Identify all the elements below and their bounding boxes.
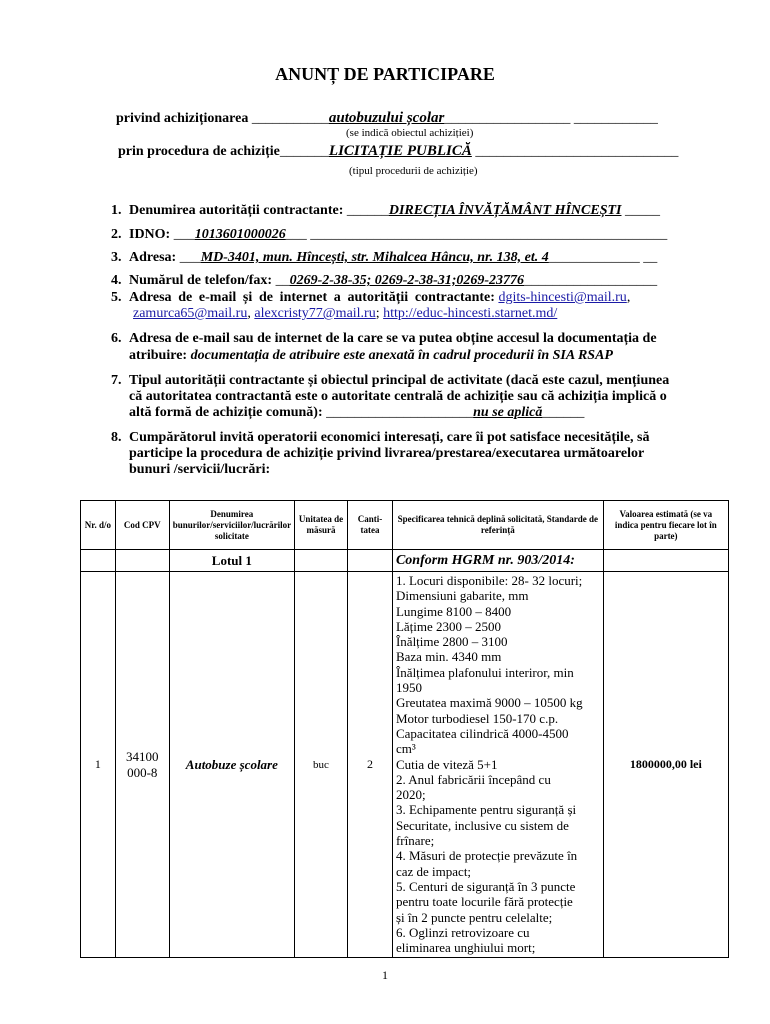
- row-nr: 1: [81, 572, 116, 958]
- spec-line: 1. Locuri disponibile: 28- 32 locuri;: [395, 573, 583, 588]
- spec-line: 4. Măsuri de protecție prevăzute în: [395, 848, 578, 864]
- spec-line: Dimensiuni gabarite, mm: [395, 588, 529, 604]
- header-cantitatea: Canti-tatea: [348, 501, 393, 550]
- website-link[interactable]: http://educ-hincesti.starnet.md/: [383, 306, 558, 321]
- procedura-line: [118, 143, 678, 160]
- row-specificarea: [392, 572, 603, 958]
- item-5: [111, 290, 731, 306]
- procurement-table: [80, 500, 729, 958]
- item-8-line-2: participe la procedura de achiziție privind livrarea/prestarea/executarea următoarelor: [129, 446, 645, 461]
- spec-line: eliminarea unghiului mort;: [395, 940, 536, 956]
- email-link-zamurca[interactable]: zamurca65@mail.ru: [133, 306, 248, 321]
- row-valoarea: 1800000,00 lei: [603, 572, 728, 958]
- lot-cell-empty: [115, 550, 169, 572]
- lot-label: Lotul 1: [169, 550, 294, 572]
- spec-line: Securitate, inclusive cu sistem de: [395, 817, 569, 833]
- item-2-value: 1013601000026: [194, 227, 286, 242]
- row-cpv: 34100 000-8: [115, 572, 169, 958]
- item-8: [111, 430, 650, 446]
- item-2: [111, 227, 667, 243]
- item-7-line-1: Tipul autorității contractante și obiectul principal de activitate (dacă este cazul, mențiunea: [129, 373, 670, 388]
- achizitie-label: privind achiziționarea: [116, 111, 249, 126]
- procedura-hint: (tipul procedurii de achiziție): [349, 165, 478, 177]
- item-4-filler-pre: __: [272, 273, 290, 288]
- item-5-separator-3: ;: [375, 306, 384, 321]
- header-cpv: Cod CPV: [115, 501, 169, 550]
- spec-line: Lungime 8100 – 8400: [395, 603, 512, 619]
- spec-line: Capacitatea cilindrică 4000-4500: [395, 725, 569, 741]
- achizitie-filler-pre: ___________: [251, 111, 329, 126]
- row-unitatea: buc: [295, 572, 348, 958]
- spec-line: Greutatea maximă 9000 – 10500 kg: [395, 695, 583, 711]
- lot-cell-empty: [295, 550, 348, 572]
- item-3-filler-pre: ___: [176, 250, 201, 265]
- header-unitatea: Unitatea de măsură: [295, 501, 348, 550]
- item-3-value: MD-3401, mun. Hîncești, str. Mihalcea Hâncu, nr. 138, et. 4: [200, 250, 549, 265]
- item-7-line-3: [129, 405, 584, 421]
- table-row: [81, 572, 729, 958]
- item-8-line-1: Cumpărătorul invită operatorii economici interesați, care îi pot satisface necesitățile, să: [129, 430, 650, 445]
- achizitie-line: [116, 110, 658, 127]
- item-6-line-1: Adresa de e-mail sau de internet de la care se va putea obține accesul la documentația de: [129, 331, 657, 346]
- item-1-filler-post: _____: [621, 203, 660, 218]
- item-1-value: DIRECȚIA ÎNVĂȚĂMÂNT HÎNCEȘTI: [388, 203, 622, 218]
- procedura-value: LICITAȚIE PUBLICĂ: [328, 143, 472, 159]
- lot-cell-empty: [348, 550, 393, 572]
- spec-line: caz de impact;: [395, 863, 472, 879]
- lot-cell-empty: [603, 550, 728, 572]
- item-5-separator-1: ,: [626, 290, 631, 305]
- item-1-filler-pre: ______: [343, 203, 389, 218]
- item-2-label: IDNO:: [129, 227, 171, 242]
- item-4: [111, 273, 657, 289]
- procedura-filler-pre: _______: [279, 144, 329, 159]
- spec-line: frînare;: [395, 833, 435, 849]
- item-6-line-2-label: atribuire:: [129, 348, 188, 363]
- spec-line: pentru toate locurile fără protecție: [395, 894, 573, 910]
- item-2-filler-post: ___ ___________________________________________________: [285, 227, 668, 242]
- item-7: [111, 373, 669, 389]
- spec-line: Lățime 2300 – 2500: [395, 618, 502, 634]
- item-4-label: Numărul de telefon/fax:: [129, 273, 273, 288]
- header-nr: Nr. d/o: [81, 501, 116, 550]
- lot-cell-empty: [81, 550, 116, 572]
- spec-line: și în 2 puncte pentru celelalte;: [395, 909, 553, 925]
- item-1: [111, 203, 660, 219]
- item-8-line-3: bunuri /servicii/lucrări:: [129, 462, 271, 477]
- item-4-value: 0269-2-38-35; 0269-2-38-31;0269-23776: [289, 273, 525, 288]
- item-1-number: 1.: [111, 203, 122, 218]
- spec-line: 2. Anul fabricării începând cu: [395, 771, 551, 787]
- page-number: 1: [382, 968, 388, 982]
- row-denumirea: Autobuze școlare: [169, 572, 294, 958]
- lot-spec: Conform HGRM nr. 903/2014:: [392, 550, 603, 572]
- page-title: ANUNȚ DE PARTICIPARE: [275, 64, 495, 84]
- achizitie-value: autobuzului școlar: [328, 110, 445, 126]
- spec-line: 5. Centuri de siguranță în 3 puncte: [395, 878, 576, 894]
- item-4-number: 4.: [111, 273, 122, 288]
- procedura-filler-post: _____________________________: [471, 144, 679, 159]
- row-cantitatea: 2: [348, 572, 393, 958]
- spec-line: Cutia de viteză 5+1: [395, 756, 498, 772]
- email-link-alexcristy[interactable]: alexcristy77@mail.ru: [254, 306, 376, 321]
- item-6-number: 6.: [111, 331, 122, 346]
- item-3-filler-post: _____________ __: [548, 250, 658, 265]
- header-denumirea: Denumirea bunurilor/serviciilor/lucrărilor solicitate: [169, 501, 294, 550]
- item-5-number: 5.: [111, 290, 122, 305]
- item-2-number: 2.: [111, 227, 122, 242]
- item-7-line-3-value: nu se aplică: [473, 405, 543, 420]
- spec-line: Înălțimea plafonului interiror, min: [395, 664, 574, 680]
- item-7-line-3-filler-pre: _____________________: [322, 405, 474, 420]
- lot-row: [81, 550, 729, 572]
- procedura-label: prin procedura de achiziție: [118, 144, 280, 159]
- item-7-line-3-filler-post: ______: [542, 405, 585, 420]
- item-7-line-2: că autoritatea contractantă este o autoritate centrală de achiziție sau că achiziția implică o: [129, 389, 667, 404]
- item-4-filler-post: ___________________: [524, 273, 658, 288]
- table-header-row: [81, 501, 729, 550]
- item-3-number: 3.: [111, 250, 122, 265]
- item-6-line-2-value: documentația de atribuire este anexată în cadrul procedurii în SIA RSAP: [190, 348, 613, 363]
- email-link-dgits[interactable]: dgits-hincesti@mail.ru: [498, 290, 627, 305]
- spec-line: cm³: [395, 741, 416, 757]
- header-specificarea: Specificarea tehnică deplină solicitată, Standarde de referință: [392, 501, 603, 550]
- item-5-separator-2: ,: [247, 306, 255, 321]
- item-8-number: 8.: [111, 430, 122, 445]
- item-5-label: Adresa de e-mail și de internet a autorității contractante:: [129, 290, 495, 305]
- spec-line: Înălțime 2800 – 3100: [395, 634, 508, 650]
- item-3-label: Adresa:: [129, 250, 177, 265]
- spec-line: 1950: [395, 680, 422, 696]
- item-3: [111, 250, 657, 266]
- item-6-line-2: [129, 348, 613, 364]
- item-5-continuation: [133, 306, 557, 322]
- item-6: [111, 331, 657, 347]
- spec-line: 6. Oglinzi retrovizoare cu: [395, 924, 530, 940]
- achizitie-hint: (se indică obiectul achiziției): [346, 127, 474, 139]
- header-valoarea: Valoarea estimată (se va indica pentru fiecare lot în parte): [603, 501, 728, 550]
- item-7-line-3-label: altă formă de achiziție comună):: [129, 405, 323, 420]
- item-1-label: Denumirea autorității contractante:: [129, 203, 344, 218]
- item-7-number: 7.: [111, 373, 122, 388]
- spec-line: Motor turbodiesel 150-170 c.p.: [395, 710, 559, 726]
- achizitie-filler-post: __________________ ____________: [444, 111, 658, 126]
- spec-line: 3. Echipamente pentru siguranță și: [395, 802, 577, 818]
- item-2-filler-pre: ___: [170, 227, 195, 242]
- spec-line: Baza min. 4340 mm: [395, 649, 502, 665]
- spec-line: 2020;: [395, 787, 426, 803]
